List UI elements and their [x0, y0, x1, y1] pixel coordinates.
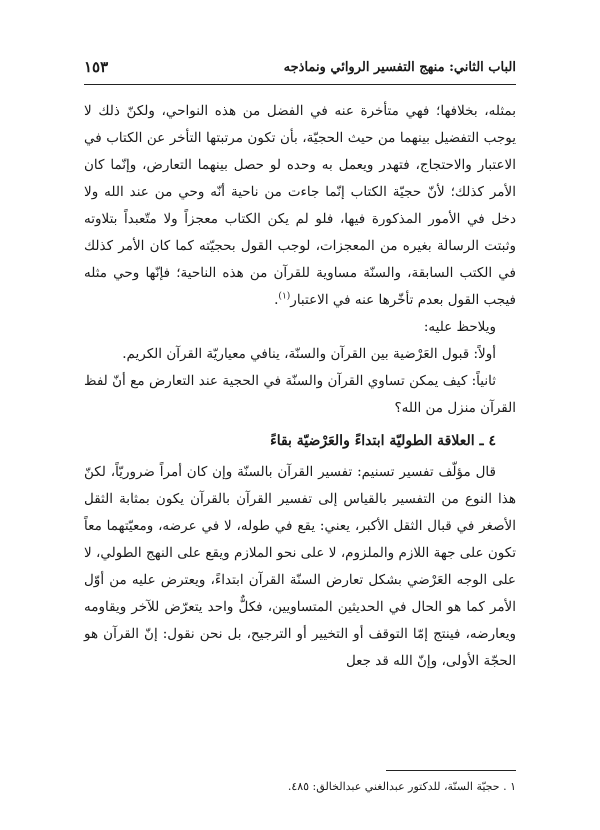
- section-heading: ٤ ـ العلاقة الطوليّة ابتداءً والعَرْضيّة بقاءً: [270, 433, 496, 449]
- page-number: ١٥٣: [84, 58, 109, 76]
- paragraph-2: ويلاحظ عليه:: [423, 319, 496, 335]
- paragraph-1-text: بمثله، بخلافها؛ فهي متأخرة عنه في الفضل من هذه النواحي، ولكنّ ذلك لا يوجب التفضيل بينهما من حيث الحجيّة، بأن تكون مرتبتها التأخر عن الكتاب في الاعتبار والاحتجاج، فتهدر ويعمل به وحده لو حصل بينهما التعارض، وإنّما كان الأمر كذلك؛ لأنّ حجيّة الكتاب إنّما جاءت من ناحية أنّه وحي من عند الله ولا دخل في الأمور المذكورة فيها، فلو لم يكن الكتاب معجزاً ولا متّعبداً بتلاوته وثبتت الرسالة بغيره من المعجزات، لوجب القول بحجيّته كما كان الأمر كذلك في الكتب السابقة، والسنّة مساوية للقرآن من هذه الناحية؛ فإنّها وحي مثله فيجب القول بعدم تأخّرها عنه في الاعتبار: [84, 103, 516, 308]
- body-text: [84, 98, 516, 675]
- paragraph-1: [84, 98, 516, 314]
- paragraph-1-end: .: [274, 292, 279, 308]
- paragraph-5: قال مؤلّف تفسير تسنيم: تفسير القرآن بالسنّة وإن كان أمراً ضروريّاً، لكنّ هذا النوع من التفسير بالقياس إلى تفسير القرآن بالقرآن يكون بمثابة الثقل الأصغر في قبال الثقل الأكبر، يعني: يقع في طوله، لا في عرضه، ومعيّتهما معاً تكون على جهة اللازم والملزوم، لا على نحو الملازم ويقع على النهج الطولي، لا على الوجه العَرْضي بشكل تعارض السنّة القرآن ابتداءً، ويعترض عليه من أوّل الأمر كما هو الحال في الحديثين المتساويين، فكلٌّ واحد يتعرّض للآخر ويقاومه ويعارضه، فينتج إمّا التوقف أو التخيير أو الترجيح، بل نحن نقول: إنّ القرآن هو الحجّة الأولى، وإنّ الله قد جعل: [84, 464, 516, 669]
- footnote: ١ . حجيّة السنّة، للدكتور عبدالغني عبدالخالق: ٤٨٥.: [287, 780, 516, 793]
- footnote-rule: [386, 770, 516, 771]
- header-rule: [84, 84, 516, 85]
- paragraph-3: أولاً: قبول العَرْضية بين القرآن والسنّة، ينافي معياريّة القرآن الكريم.: [122, 346, 496, 362]
- running-header: [84, 58, 516, 82]
- chapter-title: الباب الثاني: منهج التفسير الروائي ونماذجه: [283, 60, 516, 75]
- paragraph-4: ثانياً: كيف يمكن تساوي القرآن والسنّة في الحجية عند التعارض مع أنّ لفظ القرآن منزل من الله؟: [84, 373, 516, 416]
- footnote-reference[interactable]: (١): [278, 291, 291, 302]
